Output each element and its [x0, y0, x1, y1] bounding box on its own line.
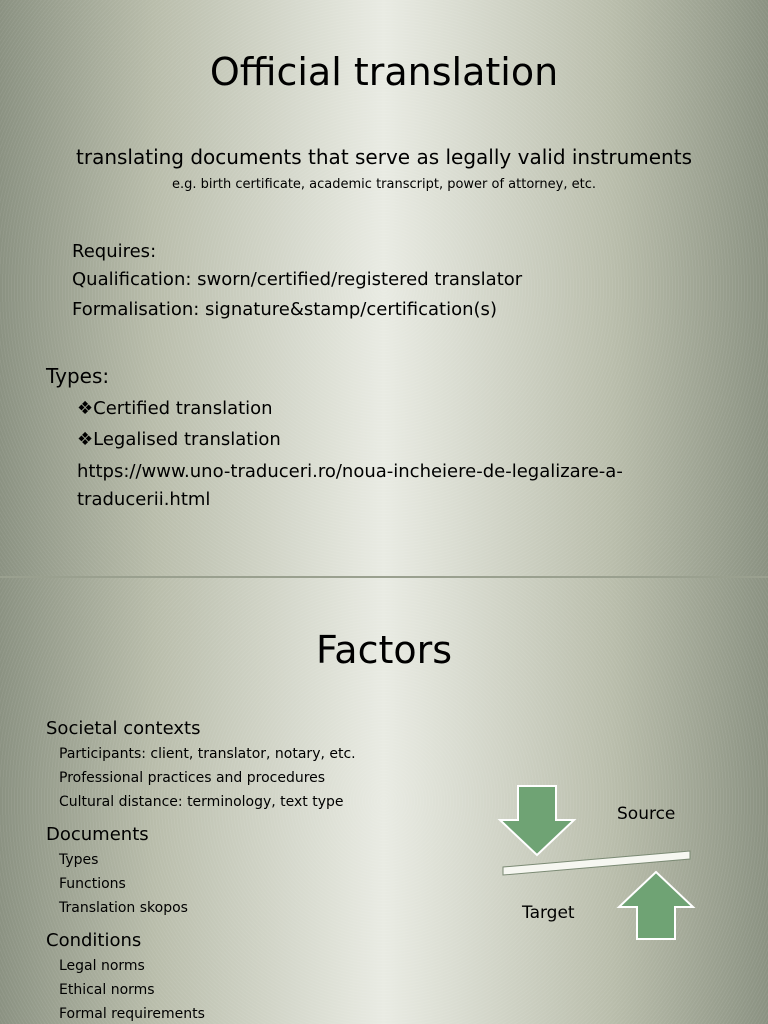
- source-label: Source: [617, 804, 676, 824]
- list-item: [77, 427, 281, 458]
- reference-link[interactable]: [77, 458, 623, 514]
- slide-subtitle: translating documents that serve as legally valid instruments: [76, 145, 692, 169]
- types-heading: Types:: [46, 364, 110, 388]
- type-label: Certified translation: [93, 398, 273, 419]
- requires-heading: Requires:: [72, 241, 157, 262]
- factors-list: [46, 716, 356, 1024]
- target-label: Target: [522, 903, 575, 923]
- type-label: Legalised translation: [93, 429, 281, 450]
- list-item: Legal norms: [59, 958, 145, 974]
- group-heading-societal: Societal contexts: [46, 718, 201, 739]
- list-item: Ethical norms: [59, 982, 155, 998]
- balance-beam: [503, 851, 690, 875]
- diamond-bullet-icon: ❖: [77, 429, 94, 450]
- diamond-bullet-icon: ❖: [77, 398, 94, 419]
- list-item: [77, 396, 281, 427]
- requirement-formalisation: Formalisation: signature&stamp/certification(s): [72, 299, 497, 320]
- group-heading-documents: Documents: [46, 824, 149, 845]
- requirements-block: [72, 238, 522, 324]
- group-heading-conditions: Conditions: [46, 930, 142, 951]
- slide-factors: [0, 578, 768, 1024]
- list-item: Formal requirements: [59, 1006, 205, 1022]
- slide-title: Factors: [315, 628, 453, 672]
- subtitle-examples: e.g. birth certificate, academic transcript, power of attorney, etc.: [172, 177, 596, 192]
- down-arrow-icon: [500, 786, 574, 855]
- list-item: Translation skopos: [59, 900, 188, 916]
- link-line-1[interactable]: https://www.uno-traduceri.ro/noua-incheiere-de-legalizare-a-: [77, 461, 623, 482]
- list-item: Cultural distance: terminology, text type: [59, 794, 344, 810]
- list-item: Professional practices and procedures: [59, 770, 326, 786]
- up-arrow-icon: [619, 872, 693, 939]
- list-item: Participants: client, translator, notary, etc.: [59, 746, 356, 762]
- slide-title: Official translation: [209, 50, 559, 94]
- list-item: Types: [59, 852, 99, 868]
- link-line-2[interactable]: traducerii.html: [77, 489, 211, 510]
- types-list: [77, 396, 281, 458]
- list-item: Functions: [59, 876, 126, 892]
- requirement-qualification: Qualification: sworn/certified/registered translator: [72, 269, 523, 290]
